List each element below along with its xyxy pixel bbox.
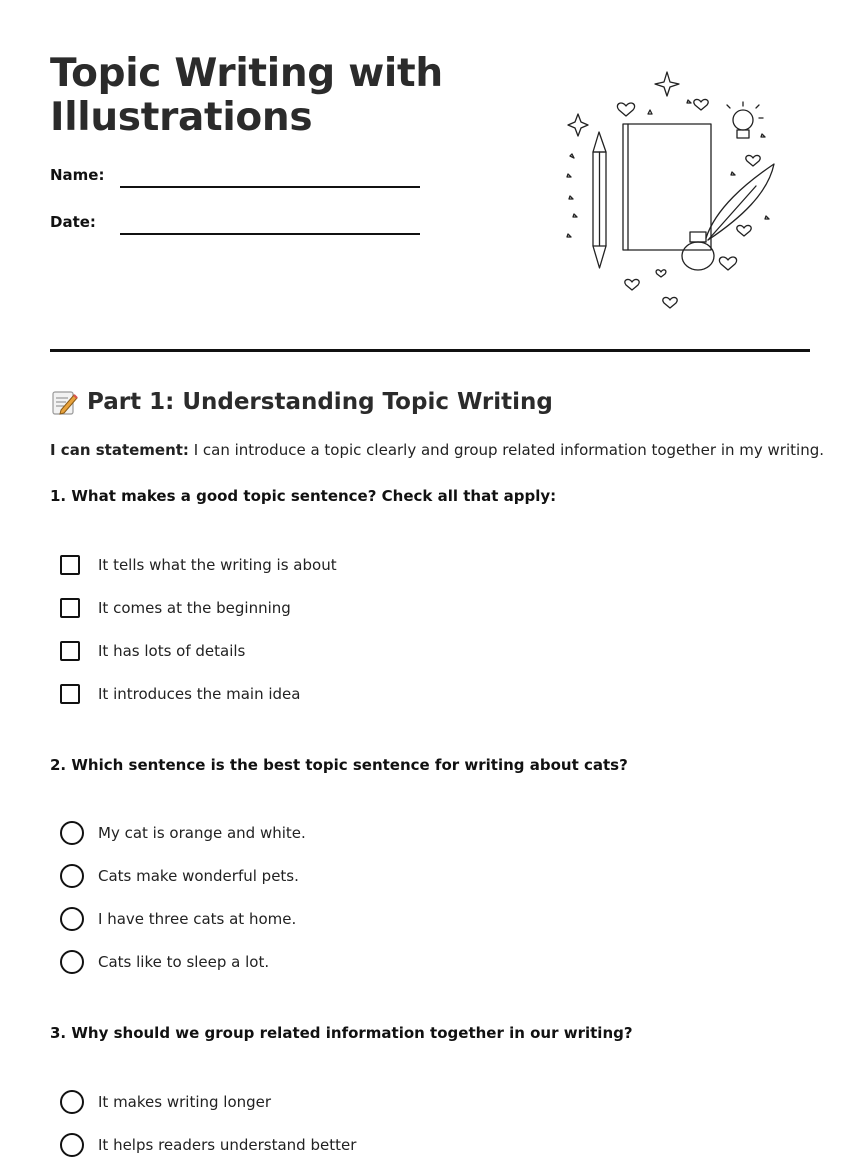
question-2-option-1[interactable] bbox=[60, 821, 306, 845]
name-field[interactable] bbox=[120, 186, 420, 188]
question-1-option-1[interactable] bbox=[60, 553, 337, 577]
section-divider bbox=[50, 349, 810, 352]
question-3-option-2[interactable] bbox=[60, 1133, 356, 1157]
radio-button[interactable] bbox=[60, 907, 84, 931]
question-2-option-3[interactable] bbox=[60, 907, 296, 931]
question-1-option-4[interactable] bbox=[60, 682, 300, 706]
question-2-option-4[interactable] bbox=[60, 950, 269, 974]
option-label: Cats like to sleep a lot. bbox=[98, 953, 270, 971]
i-can-statement bbox=[50, 441, 824, 459]
checkbox[interactable] bbox=[60, 555, 80, 575]
question-1-option-3[interactable] bbox=[60, 639, 245, 663]
radio-button[interactable] bbox=[60, 864, 84, 888]
radio-button[interactable] bbox=[60, 1133, 84, 1157]
title-line-1: Topic Writing with bbox=[50, 51, 443, 96]
part-1-title-text: Part 1: Understanding Topic Writing bbox=[87, 389, 553, 415]
question-1-prompt: 1. What makes a good topic sentence? Check all that apply: bbox=[50, 487, 557, 505]
part-1-title bbox=[50, 388, 553, 416]
title-line-2: Illustrations bbox=[50, 95, 313, 140]
option-label: It introduces the main idea bbox=[98, 685, 301, 703]
statement-label: I can statement: bbox=[50, 441, 189, 459]
option-label: It makes writing longer bbox=[98, 1093, 272, 1111]
checkbox[interactable] bbox=[60, 598, 80, 618]
pencil-notebook-quill-icon bbox=[556, 68, 782, 314]
date-label: Date: bbox=[50, 213, 96, 231]
radio-button[interactable] bbox=[60, 1090, 84, 1114]
date-field[interactable] bbox=[120, 233, 420, 235]
radio-button[interactable] bbox=[60, 821, 84, 845]
question-3-option-1[interactable] bbox=[60, 1090, 271, 1114]
checkbox[interactable] bbox=[60, 641, 80, 661]
option-label: It tells what the writing is about bbox=[98, 556, 337, 574]
option-label: Cats make wonderful pets. bbox=[98, 867, 299, 885]
option-label: It has lots of details bbox=[98, 642, 246, 660]
page-title bbox=[50, 52, 470, 140]
memo-icon bbox=[50, 388, 78, 416]
option-label: I have three cats at home. bbox=[98, 910, 297, 928]
radio-button[interactable] bbox=[60, 950, 84, 974]
option-label: It helps readers understand better bbox=[98, 1136, 357, 1154]
question-2-prompt: 2. Which sentence is the best topic sentence for writing about cats? bbox=[50, 756, 628, 774]
question-3-prompt: 3. Why should we group related information together in our writing? bbox=[50, 1024, 633, 1042]
question-1-option-2[interactable] bbox=[60, 596, 291, 620]
option-label: My cat is orange and white. bbox=[98, 824, 306, 842]
option-label: It comes at the beginning bbox=[98, 599, 291, 617]
question-2-option-2[interactable] bbox=[60, 864, 299, 888]
statement-text: I can introduce a topic clearly and group related information together in my writing. bbox=[188, 441, 824, 459]
name-label: Name: bbox=[50, 166, 105, 184]
checkbox[interactable] bbox=[60, 684, 80, 704]
